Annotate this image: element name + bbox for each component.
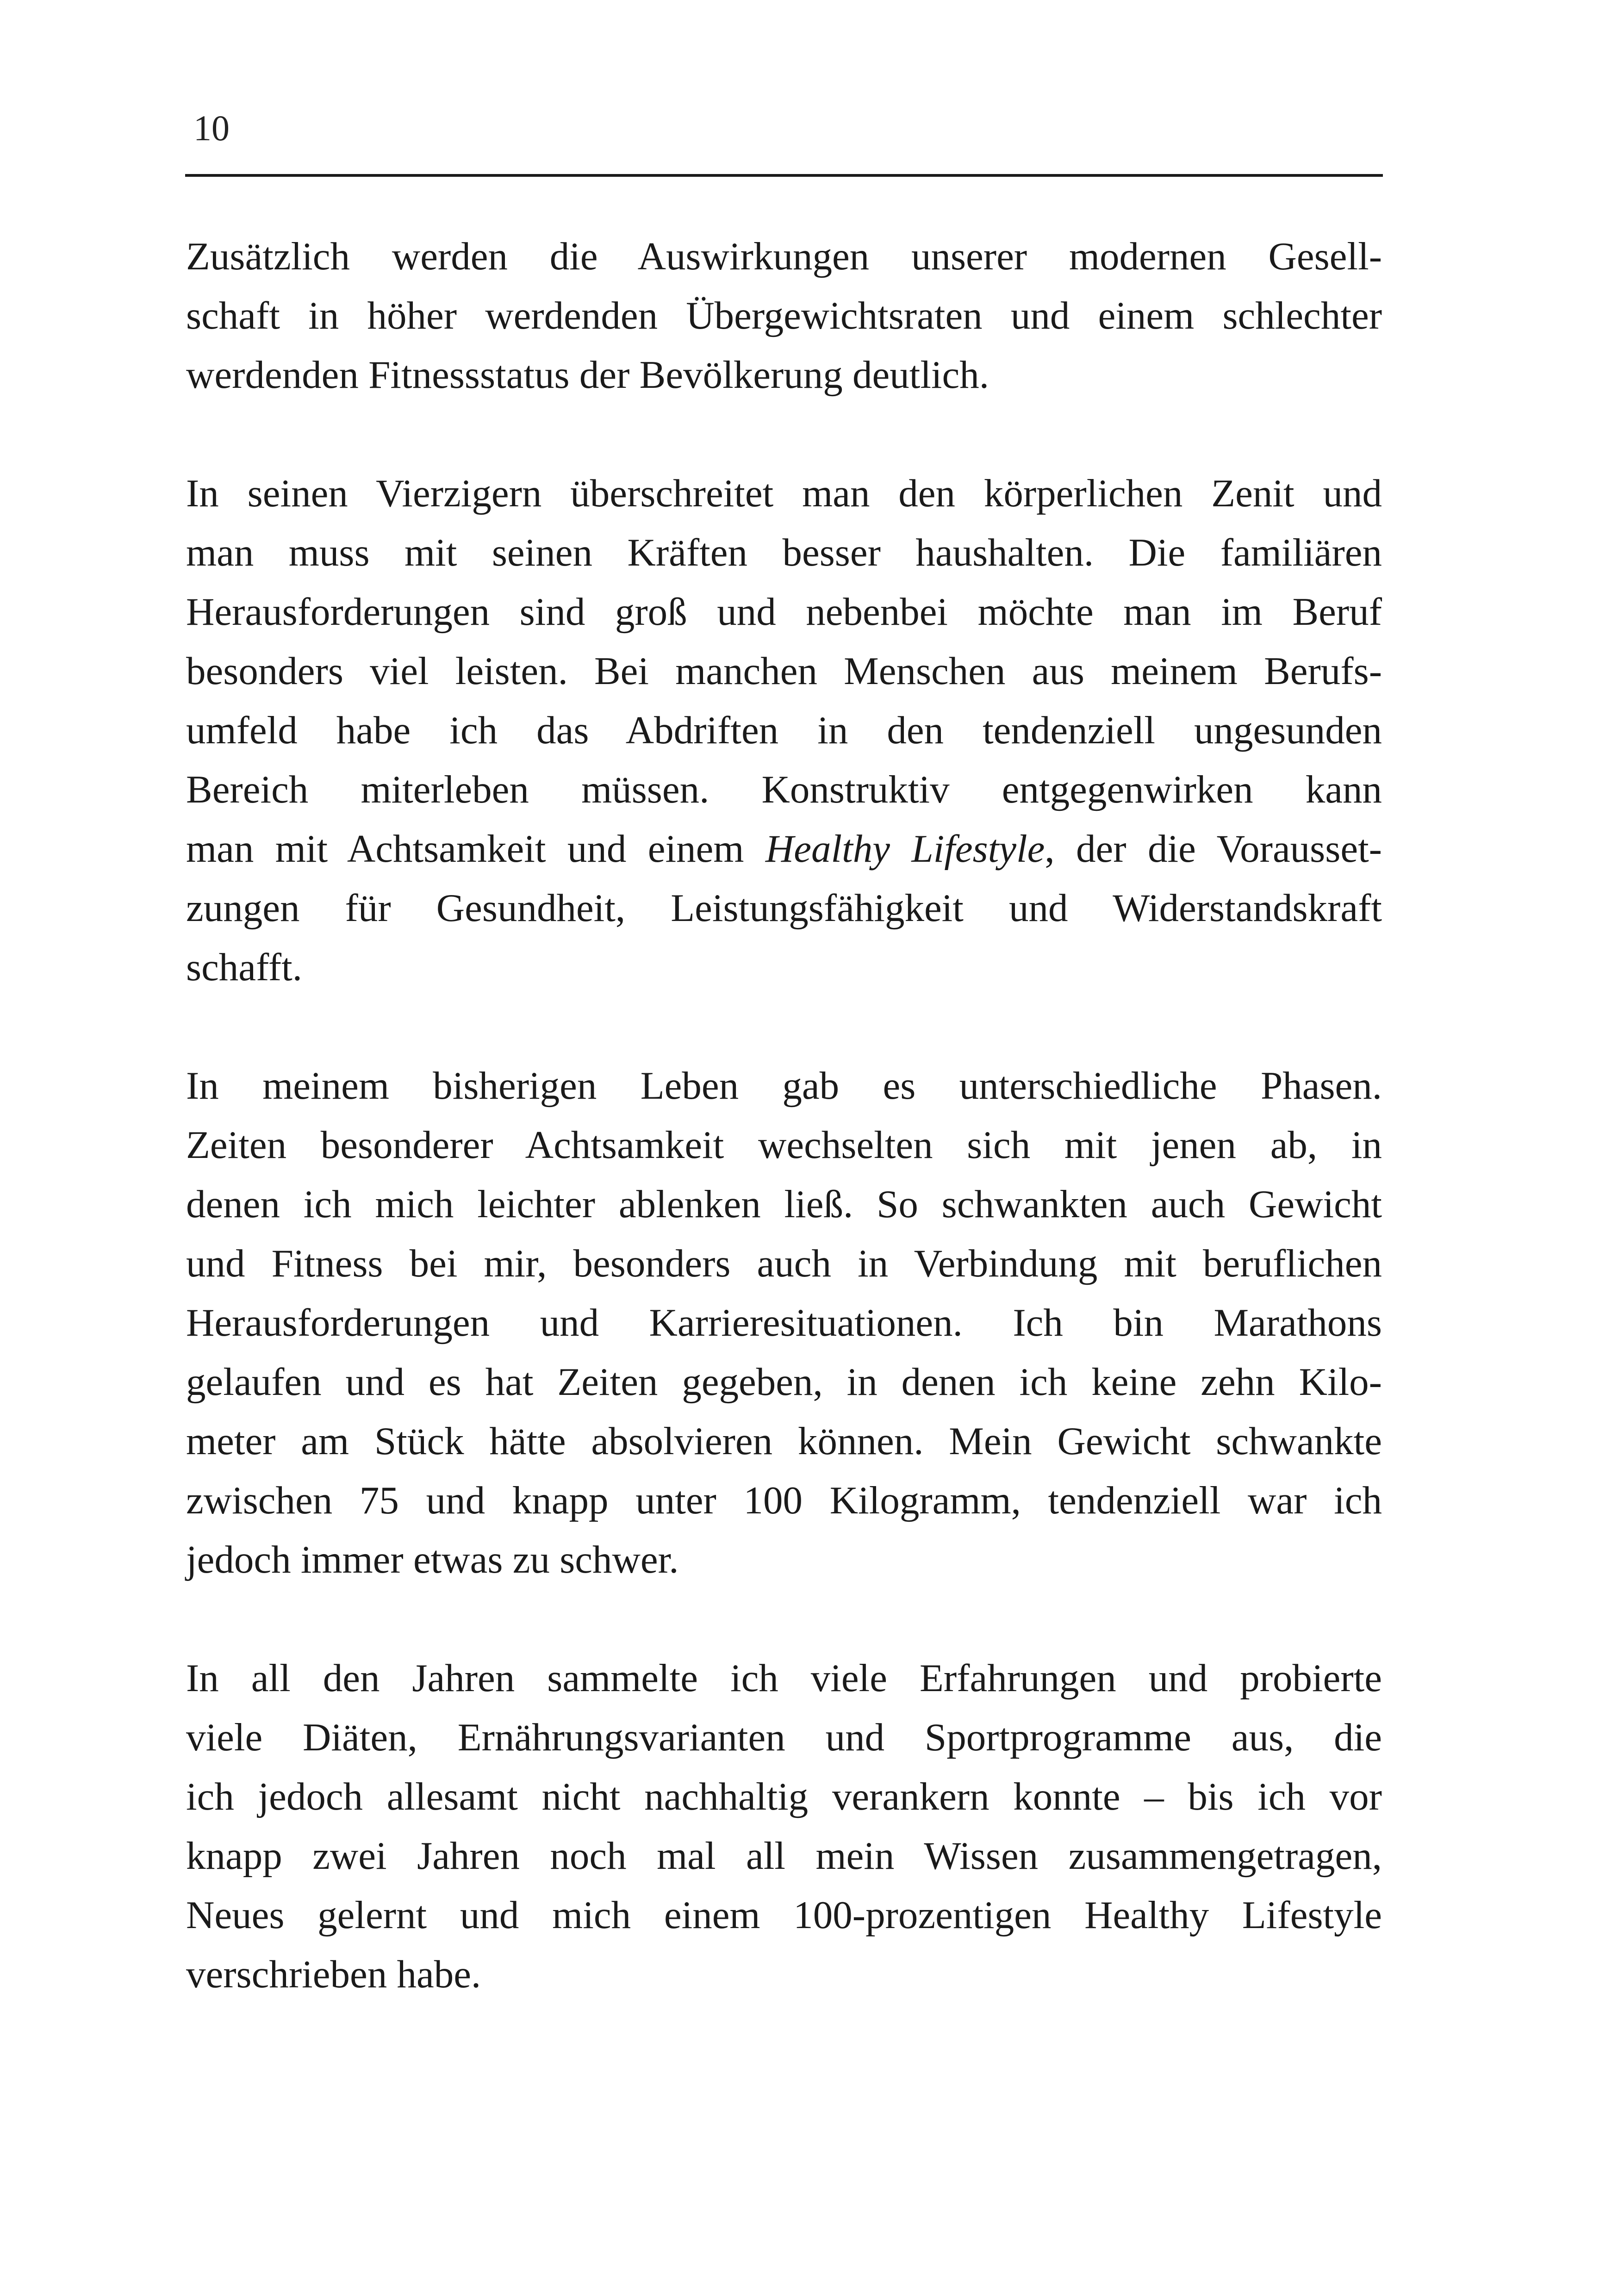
text-line: Zeiten besonderer Achtsamkeit wechselten sich mit jenen ab, in (186, 1123, 1382, 1167)
italic-term: Healthy Lifestyle (765, 827, 1045, 871)
text-line: viele Diäten, Ernährungsvarianten und Sportprogramme aus, die (186, 1716, 1382, 1759)
text-line: Neues gelernt und mich einem 100-prozentigen Healthy Lifestyle (186, 1893, 1382, 1937)
text-line: schafft. (186, 946, 302, 989)
header-rule (185, 174, 1383, 177)
text-line-with-italic (186, 819, 1382, 878)
text-line: Herausforderungen und Karrieresituationen. Ich bin Marathons (186, 1301, 1382, 1344)
paragraph-4 (186, 1649, 1382, 2004)
paragraph-3 (186, 1056, 1382, 1589)
text-line: knapp zwei Jahren noch mal all mein Wissen zusammengetragen, (186, 1834, 1382, 1878)
page-number: 10 (193, 108, 230, 148)
text-line: jedoch immer etwas zu schwer. (186, 1538, 679, 1581)
text-line: gelaufen und es hat Zeiten gegeben, in denen ich keine zehn Kilo- (186, 1360, 1382, 1404)
paragraph-1 (186, 227, 1382, 404)
text-line: verschrieben habe. (186, 1953, 481, 1996)
paragraph-2 (186, 464, 1382, 997)
text-segment: man mit Achtsamkeit und einem (186, 827, 765, 871)
text-line: In meinem bisherigen Leben gab es unterschiedliche Phasen. (186, 1064, 1382, 1108)
text-line: ich jedoch allesamt nicht nachhaltig verankern konnte – bis ich vor (186, 1775, 1382, 1818)
text-line: Bereich miterleben müssen. Konstruktiv entgegenwirken kann (186, 768, 1382, 811)
text-line: In seinen Vierzigern überschreitet man den körperlichen Zenit und (186, 472, 1382, 515)
text-line: man muss mit seinen Kräften besser haushalten. Die familiären (186, 531, 1382, 574)
text-line: schaft in höher werdenden Übergewichtsraten und einem schlechter (186, 294, 1382, 337)
text-line: zwischen 75 und knapp unter 100 Kilogramm, tendenziell war ich (186, 1479, 1382, 1522)
text-line: und Fitness bei mir, besonders auch in Verbindung mit beruflichen (186, 1242, 1382, 1285)
body-text (186, 227, 1382, 2004)
text-line: umfeld habe ich das Abdriften in den tendenziell ungesunden (186, 709, 1382, 752)
text-line: besonders viel leisten. Bei manchen Menschen aus meinem Berufs- (186, 649, 1382, 693)
text-line: meter am Stück hätte absolvieren können. Mein Gewicht schwankte (186, 1419, 1382, 1463)
text-line: In all den Jahren sammelte ich viele Erfahrungen und probierte (186, 1656, 1382, 1700)
text-line: Herausforderungen sind groß und nebenbei möchte man im Beruf (186, 590, 1382, 634)
text-segment: , der die Vorausset- (1045, 827, 1382, 871)
text-line: Zusätzlich werden die Auswirkungen unserer modernen Gesell- (186, 235, 1382, 278)
text-line: werdenden Fitnessstatus der Bevölkerung deutlich. (186, 353, 989, 397)
text-line: denen ich mich leichter ablenken ließ. So schwankten auch Gewicht (186, 1182, 1382, 1226)
text-line: zungen für Gesundheit, Leistungsfähigkeit und Widerstandskraft (186, 886, 1382, 930)
